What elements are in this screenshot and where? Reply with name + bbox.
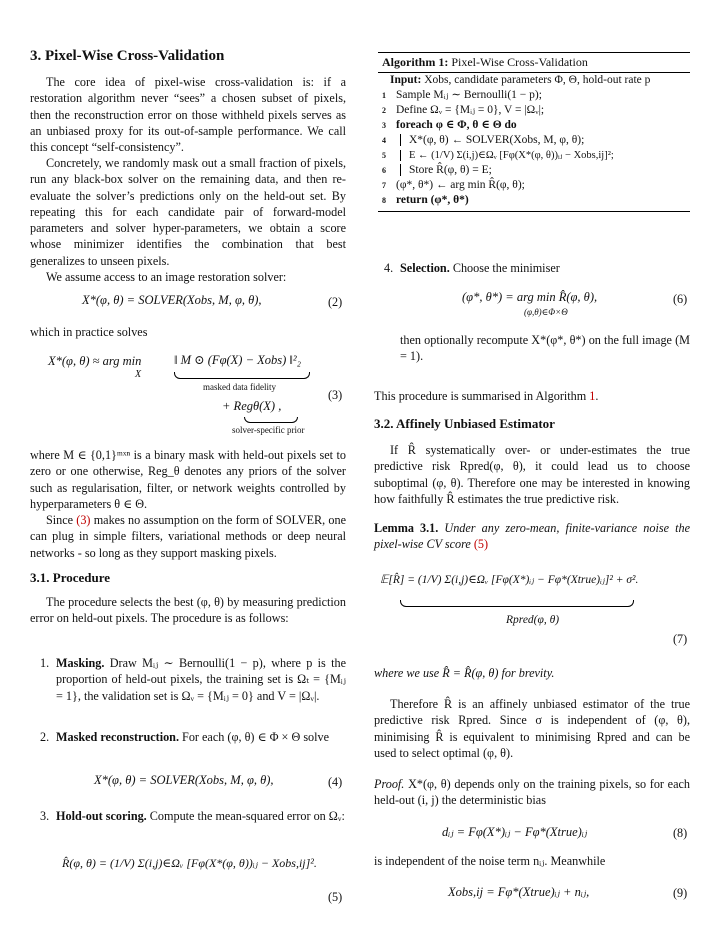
- equation-5-reference[interactable]: (5): [473, 537, 489, 552]
- step-4-title: Selection.: [400, 261, 450, 275]
- algorithm-line: [378, 193, 690, 211]
- since-text-a: Since: [46, 513, 74, 527]
- proof-text: X*(φ, θ) depends only on the training pixels, so for each held-out (i, j) the deterministic bias: [374, 777, 690, 808]
- equation-7: 𝔼[R̂] = (1/V) Σ(i,j)∈Ωᵥ [Fφ(X*)ᵢⱼ − Fφ*(Xtrue)ᵢⱼ]² + σ².: [380, 574, 639, 586]
- equation-3-reference[interactable]: (3): [76, 513, 91, 527]
- equation-4: X*(φ, θ) = SOLVER(Xobs, M, φ, θ),: [94, 773, 274, 787]
- algorithm-line-text: foreach φ ∈ Φ, θ ∈ Θ do: [396, 119, 517, 131]
- algorithm-line-number: 7: [382, 181, 386, 190]
- paragraph-meanwhile: is independent of the noise term nᵢⱼ. Meanwhile: [374, 854, 606, 868]
- step-2-title: Masked reconstruction.: [56, 730, 179, 744]
- algorithm-line: [378, 148, 690, 163]
- equation-7-number: (7): [673, 632, 688, 646]
- equation-3-prior-term: + Regθ(X) ,: [222, 399, 282, 413]
- algorithm-header: [378, 53, 690, 73]
- equation-6: (φ*, θ*) = arg min R̂(φ, θ),: [462, 290, 598, 304]
- algorithm-line-text: Define Ωᵥ = {Mᵢⱼ = 0}, V = |Ωᵥ|;: [396, 104, 545, 116]
- algorithm-input: [378, 73, 690, 88]
- paragraph-assume: We assume access to an image restoration solver:: [46, 270, 287, 284]
- equation-8: dᵢⱼ = Fφ(X*)ᵢⱼ − Fφ*(Xtrue)ᵢⱼ: [442, 825, 588, 839]
- step-1-number: 1.: [40, 656, 50, 670]
- equation-8-number: (8): [673, 826, 688, 840]
- section-title: 3. Pixel-Wise Cross-Validation: [30, 48, 225, 64]
- step-4-recompute: then optionally recompute X*(φ*, θ*) on the full image (M = 1).: [400, 333, 690, 364]
- lemma-text: Under any zero-mean, finite-variance noise the pixel-wise CV score: [374, 521, 691, 552]
- summary-text-b: .: [595, 389, 599, 403]
- algorithm-line-text: Sample Mᵢⱼ ∼ Bernoulli(1 − p);: [396, 89, 542, 101]
- algorithm-line-number: 8: [382, 196, 386, 205]
- algorithm-line-number: 2: [382, 106, 386, 115]
- step-2-number: 2.: [40, 730, 50, 744]
- algorithm-line: [378, 178, 690, 193]
- algorithm-box: [378, 52, 690, 212]
- equation-3-lhs: X*(φ, θ) ≈ arg min: [48, 354, 142, 368]
- summary-text-a: This procedure is summarised in Algorithm: [374, 389, 587, 403]
- lemma-brevity: where we use R̂ = R̂(φ, θ) for brevity.: [374, 666, 555, 680]
- equation-3-fidelity-label: masked data fidelity: [203, 382, 276, 392]
- equation-6-subscript: (φ,θ)∈Φ×Θ: [524, 307, 568, 317]
- equation-5-number: (5): [328, 890, 343, 904]
- subsection-estimator-title: 3.2. Affinely Unbiased Estimator: [374, 416, 555, 431]
- step-3-number: 3.: [40, 809, 50, 823]
- equation-7-risk-label: Rpred(φ, θ): [506, 614, 560, 626]
- algorithm-line: [378, 103, 690, 118]
- paragraph-estimator: If R̂ systematically over- or under-estimates the true predictive risk Rpred(φ, θ), it could lead us to choose suboptimal (φ, θ). Therefore one may be interested in knowing how faithfully R̂ estimates the true predictive risk.: [374, 443, 690, 506]
- algorithm-line: [378, 88, 690, 103]
- step-2-text: For each (φ, θ) ∈ Φ × Θ solve: [182, 730, 330, 744]
- equation-3-underbrace-1: [174, 372, 310, 379]
- proof: [374, 776, 690, 809]
- proof-title: Proof.: [374, 777, 405, 791]
- since-text-b: makes no assumption on the form of SOLVER, one can plug in simple filters, variational methods or deep neural networks - so long as they support masking pixels.: [30, 513, 346, 560]
- algorithm-line-number: 6: [382, 166, 386, 175]
- equation-3-prior-label: solver-specific prior: [232, 425, 305, 435]
- paragraph-concretely: Concretely, we randomly mask out a small fraction of pixels, run any black-box solver on the remaining data, and then re-evaluate the solver’s predictions only on the held-out set. By repeating this for each candidate pair of forward-model parameters and solver hyper-parameters, we obtain a score whose minimizer identifies the combination that best generalizes to unseen pixels.: [30, 156, 346, 268]
- algorithm-label: Algorithm 1:: [382, 55, 449, 69]
- algorithm-line-number: 1: [382, 91, 386, 100]
- paragraph-therefore: Therefore R̂ is an affinely unbiased estimator of the true predictive risk Rpred. Since σ is independent of (φ, θ), minimising R̂ is equivalent to minimising Rpred and can be used to select optimal (φ, θ).: [374, 697, 690, 760]
- equation-4-number: (4): [328, 775, 343, 789]
- equation-9: Xobs,ij = Fφ*(Xtrue)ᵢⱼ + nᵢⱼ,: [448, 885, 590, 899]
- algorithm-line-text: return (φ*, θ*): [396, 194, 469, 206]
- equation-7-underbrace: [400, 600, 634, 607]
- equation-9-number: (9): [673, 886, 688, 900]
- equation-3-fidelity-term: ‖ M ⊙ (Fφ(X) − Xobs) ‖²₂: [174, 353, 302, 367]
- algorithm-line: [378, 163, 690, 178]
- equation-2-number: (2): [328, 295, 343, 309]
- lemma: [374, 520, 690, 553]
- algorithm-input-label: Input:: [390, 74, 422, 86]
- paragraph-summary: [374, 388, 690, 404]
- lemma-title: Lemma 3.1.: [374, 521, 439, 535]
- algorithm-line-text: (φ*, θ*) ← arg min R̂(φ, θ);: [396, 179, 525, 191]
- algorithm-title: Pixel-Wise Cross-Validation: [451, 55, 588, 69]
- equation-2: X*(φ, θ) = SOLVER(Xobs, M, φ, θ),: [82, 293, 262, 307]
- step-2-reconstruction: [40, 729, 346, 745]
- step-4-number: 4.: [384, 261, 394, 275]
- algorithm-input-text: Xobs, candidate parameters Φ, Θ, hold-out rate p: [424, 74, 651, 86]
- step-3-title: Hold-out scoring.: [56, 809, 147, 823]
- algorithm-line-number: 3: [382, 121, 386, 130]
- equation-3-argmin-subscript: X: [135, 369, 142, 380]
- algorithm-line-text: E ← (1/V) Σ(i,j)∈Ωᵥ [Fφ(X*(φ, θ))ᵢⱼ − Xobs,ij]²;: [400, 150, 614, 161]
- algorithm-line-text: X*(φ, θ) ← SOLVER(Xobs, M, φ, θ);: [400, 134, 584, 146]
- equation-3-underbrace-2: [244, 417, 298, 423]
- paragraph-intro: The core idea of pixel-wise cross-validation is: if a restoration algorithm never “sees” a chosen subset of pixels, then the reconstruction error on those withheld pixels serves as an unbiased proxy for its out-of-sample performance. We call this concept “self-consistency”.: [30, 75, 346, 155]
- algorithm-line-text: Store R̂(φ, θ) = E;: [400, 164, 492, 176]
- algorithm-line-number: 4: [382, 136, 386, 145]
- algorithm-line-number: 5: [382, 151, 386, 160]
- paragraph-mask-definition: where M ∈ {0,1}ᵐˣⁿ is a binary mask with held-out pixels set to zero or one otherwise, Reg_θ denotes any priors of the solver such as regularisation, filter, or network weights controlled by hyperparameters θ ∈ Θ.: [30, 448, 346, 511]
- paragraph-solves: which in practice solves: [30, 325, 148, 339]
- paragraph-procedure: The procedure selects the best (φ, θ) by measuring prediction error on held-out pixels. The procedure is as follows:: [30, 595, 346, 626]
- equation-6-number: (6): [673, 292, 688, 306]
- step-4-selection: [384, 260, 690, 276]
- step-4-text: Choose the minimiser: [452, 261, 560, 275]
- algorithm-line: [378, 118, 690, 133]
- paragraph-since: [30, 512, 346, 561]
- subsection-procedure-title: 3.1. Procedure: [30, 570, 111, 585]
- step-1-title: Masking.: [56, 656, 105, 670]
- step-3-text: Compute the mean-squared error on Ωᵥ:: [149, 809, 345, 823]
- algorithm-reference[interactable]: 1: [589, 389, 596, 403]
- equation-5: R̂(φ, θ) = (1/V) Σ(i,j)∈Ωᵥ [Fφ(X*(φ, θ))ᵢⱼ − Xobs,ij]².: [62, 856, 317, 870]
- step-1-masking: [40, 655, 346, 704]
- algorithm-line: [378, 133, 690, 148]
- step-3-scoring: [40, 808, 346, 824]
- step-1-text: Draw Mᵢⱼ ∼ Bernoulli(1 − p), where p is the proportion of held-out pixels, the training set is Ωₜ = {Mᵢⱼ = 1}, the validation set is Ωᵥ = {Mᵢⱼ = 0} and V = |Ωᵥ|.: [56, 656, 346, 703]
- equation-3-number: (3): [328, 388, 343, 402]
